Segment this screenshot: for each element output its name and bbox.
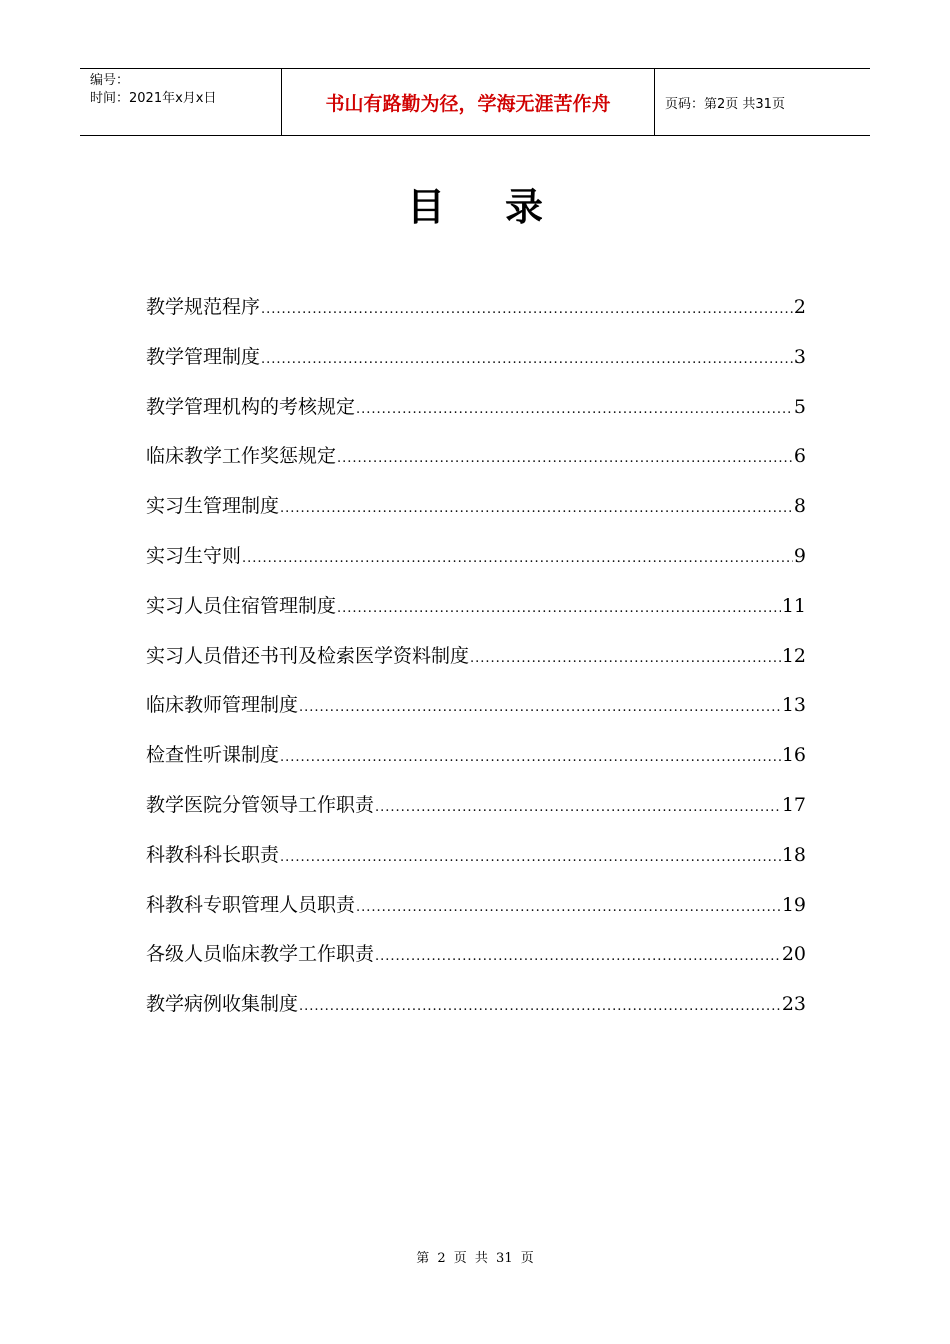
toc-dot-leader bbox=[280, 501, 793, 516]
toc-dot-leader bbox=[299, 999, 781, 1014]
toc-entry[interactable] bbox=[146, 591, 806, 641]
toc-entry-label: 实习生守则 bbox=[146, 544, 242, 567]
toc-entry-label: 教学规范程序 bbox=[146, 296, 261, 318]
toc-dot-leader bbox=[470, 651, 781, 666]
toc-entry-page: 6 bbox=[793, 445, 806, 468]
toc-entry-page: 13 bbox=[781, 694, 806, 717]
toc-entry-page: 17 bbox=[781, 793, 806, 816]
toc-entry-label: 临床教师管理制度 bbox=[146, 694, 299, 717]
page-header bbox=[80, 68, 870, 136]
header-page-info: 页码：第2页 共31页 bbox=[665, 96, 785, 112]
toc-entry[interactable] bbox=[146, 541, 806, 591]
toc-entry-page: 18 bbox=[781, 843, 806, 866]
toc-dot-leader bbox=[280, 750, 781, 765]
toc-entry[interactable] bbox=[146, 342, 806, 392]
toc-entry[interactable] bbox=[146, 441, 806, 491]
toc-entry-label: 教学医院分管领导工作职责 bbox=[146, 793, 375, 816]
toc-entry[interactable] bbox=[146, 890, 806, 940]
toc-entry-label: 科教科科长职责 bbox=[146, 843, 280, 866]
toc-entry[interactable] bbox=[146, 939, 806, 989]
toc-entry-label: 实习人员借还书刊及检索医学资料制度 bbox=[146, 644, 470, 667]
page-footer: 第 2 页 共 31 页 bbox=[416, 1251, 534, 1266]
toc-entry-label: 各级人员临床教学工作职责 bbox=[146, 943, 375, 966]
toc-entry-label: 科教科专职管理人员职责 bbox=[146, 893, 356, 916]
toc-entry-label: 教学病例收集制度 bbox=[146, 993, 299, 1016]
header-motto: 书山有路勤为径，学海无涯苦作舟 bbox=[282, 69, 655, 135]
toc-entry[interactable] bbox=[146, 989, 806, 1039]
toc-entry-label: 教学管理机构的考核规定 bbox=[146, 395, 356, 418]
toc-entry[interactable] bbox=[146, 392, 806, 442]
toc-entry[interactable] bbox=[146, 740, 806, 790]
toc-entry[interactable] bbox=[146, 840, 806, 890]
toc-dot-leader bbox=[337, 451, 793, 466]
toc-entry-page: 12 bbox=[781, 644, 806, 667]
toc-entry-label: 实习人员住宿管理制度 bbox=[146, 594, 337, 617]
toc-entry-label: 临床教学工作奖惩规定 bbox=[146, 445, 337, 468]
toc-entry[interactable] bbox=[146, 690, 806, 740]
toc-entry[interactable] bbox=[146, 292, 806, 342]
header-meta bbox=[80, 69, 282, 135]
toc-entry-label: 实习生管理制度 bbox=[146, 495, 280, 518]
toc-entry[interactable] bbox=[146, 790, 806, 840]
toc-entry[interactable] bbox=[146, 641, 806, 691]
toc-dot-leader bbox=[356, 900, 781, 915]
toc-entry-page: 16 bbox=[781, 744, 806, 767]
toc-entry-label: 教学管理制度 bbox=[146, 345, 261, 368]
toc-dot-leader bbox=[280, 850, 781, 865]
toc-dot-leader bbox=[242, 551, 793, 566]
toc-entry-page: 8 bbox=[793, 495, 806, 518]
toc-dot-leader bbox=[375, 949, 781, 964]
toc-entry-page: 20 bbox=[781, 943, 806, 966]
toc-entry-label: 检查性听课制度 bbox=[146, 744, 280, 767]
toc-dot-leader bbox=[375, 800, 781, 815]
toc-dot-leader bbox=[299, 700, 781, 715]
number-label: 编号： bbox=[90, 73, 130, 88]
toc-dot-leader bbox=[261, 302, 793, 317]
toc-entry-page: 2 bbox=[793, 296, 806, 318]
time-label: 时间：2021年x月x日 bbox=[90, 91, 217, 106]
page-title: 目录 bbox=[406, 185, 603, 229]
toc-dot-leader bbox=[356, 402, 793, 417]
toc-dot-leader bbox=[337, 601, 781, 616]
toc-entry[interactable] bbox=[146, 491, 806, 541]
toc-entry-page: 5 bbox=[793, 395, 806, 418]
toc-entry-page: 9 bbox=[793, 544, 806, 567]
toc-entry-page: 11 bbox=[781, 594, 806, 617]
toc-entry-page: 23 bbox=[781, 993, 806, 1016]
toc-entry-page: 3 bbox=[793, 345, 806, 368]
toc-dot-leader bbox=[261, 352, 793, 367]
toc-entry-page: 19 bbox=[781, 893, 806, 916]
table-of-contents bbox=[146, 292, 806, 1039]
